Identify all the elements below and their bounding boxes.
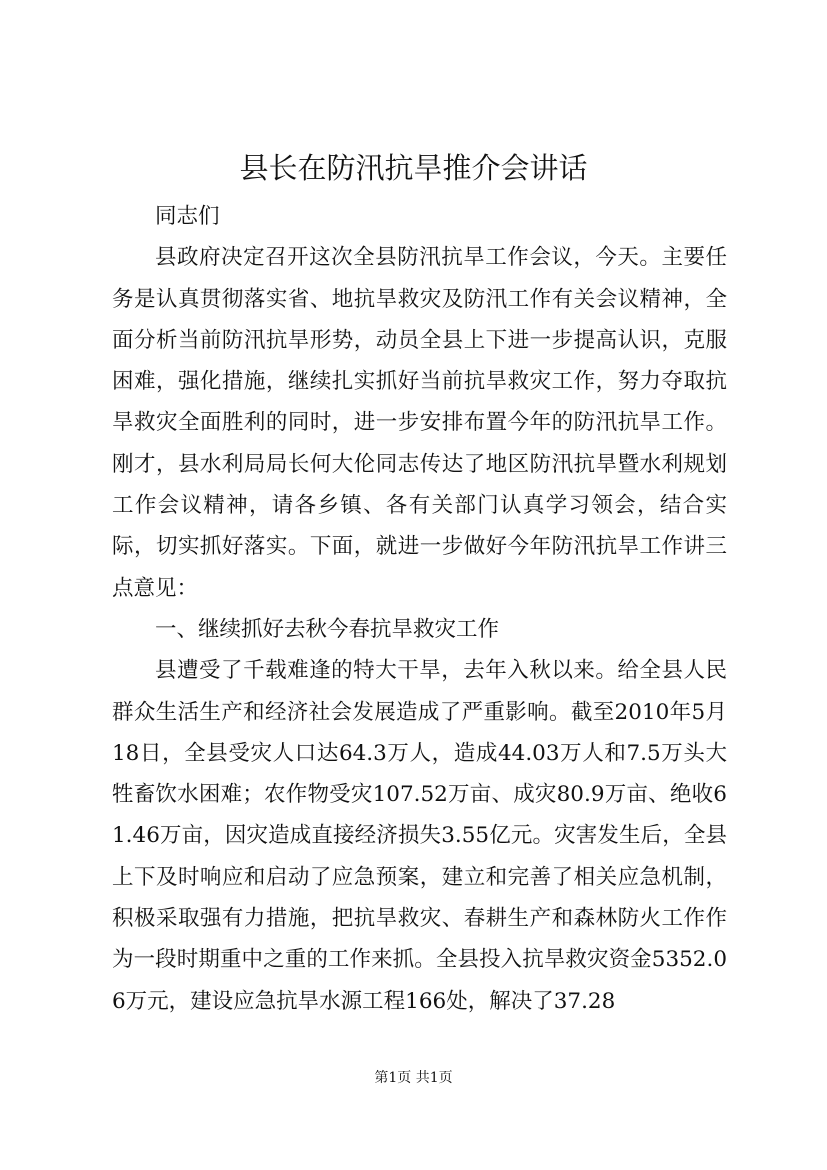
page-footer: 第1页 共1页 <box>374 1070 453 1086</box>
document-body <box>112 196 727 1022</box>
document-title: 县长在防汛抗旱推介会讲话 <box>239 151 588 185</box>
paragraph-intro: 县政府决定召开这次全县防汛抗旱工作会议，今天。主要任务是认真贯彻落实省、地抗旱救灾及防汛工作有关会议精神，全面分析当前防汛抗旱形势，动员全县上下进一步提高认识，克服困难，强化措施，继续扎实抓好当前抗旱救灾工作，努力夺取抗旱救灾全面胜利的同时，进一步安排布置今年的防汛抗旱工作。刚才，县水利局局长何大伦同志传达了地区防汛抗旱暨水利规划工作会议精神，请各乡镇、各有关部门认真学习领会，结合实际，切实抓好落实。下面，就进一步做好今年防汛抗旱工作讲三点意见： <box>112 245 727 601</box>
salutation: 同志们 <box>155 204 220 229</box>
section-heading-1: 一、继续抓好去秋今春抗旱救灾工作 <box>155 616 500 642</box>
paragraph-drought: 县遭受了千载难逢的特大干旱，去年入秋以来。给全县人民群众生活生产和经济社会发展造成了严重影响。截至2010年5月18日，全县受灾人口达64.3万人，造成44.03万人和7.5万头大牲畜饮水困难；农作物受灾107.52万亩、成灾80.9万亩、绝收61.46万亩，因灾造成直接经济损失3.55亿元。灾害发生后，全县上下及时响应和启动了应急预案，建立和完善了相关应急机制，积极采取强有力措施，把抗旱救灾、春耕生产和森林防火工作作为一段时期重中之重的工作来抓。全县投入抗旱救灾资金5352.06万元，建设应急抗旱水源工程166处，解决了37.28 <box>112 658 727 1014</box>
